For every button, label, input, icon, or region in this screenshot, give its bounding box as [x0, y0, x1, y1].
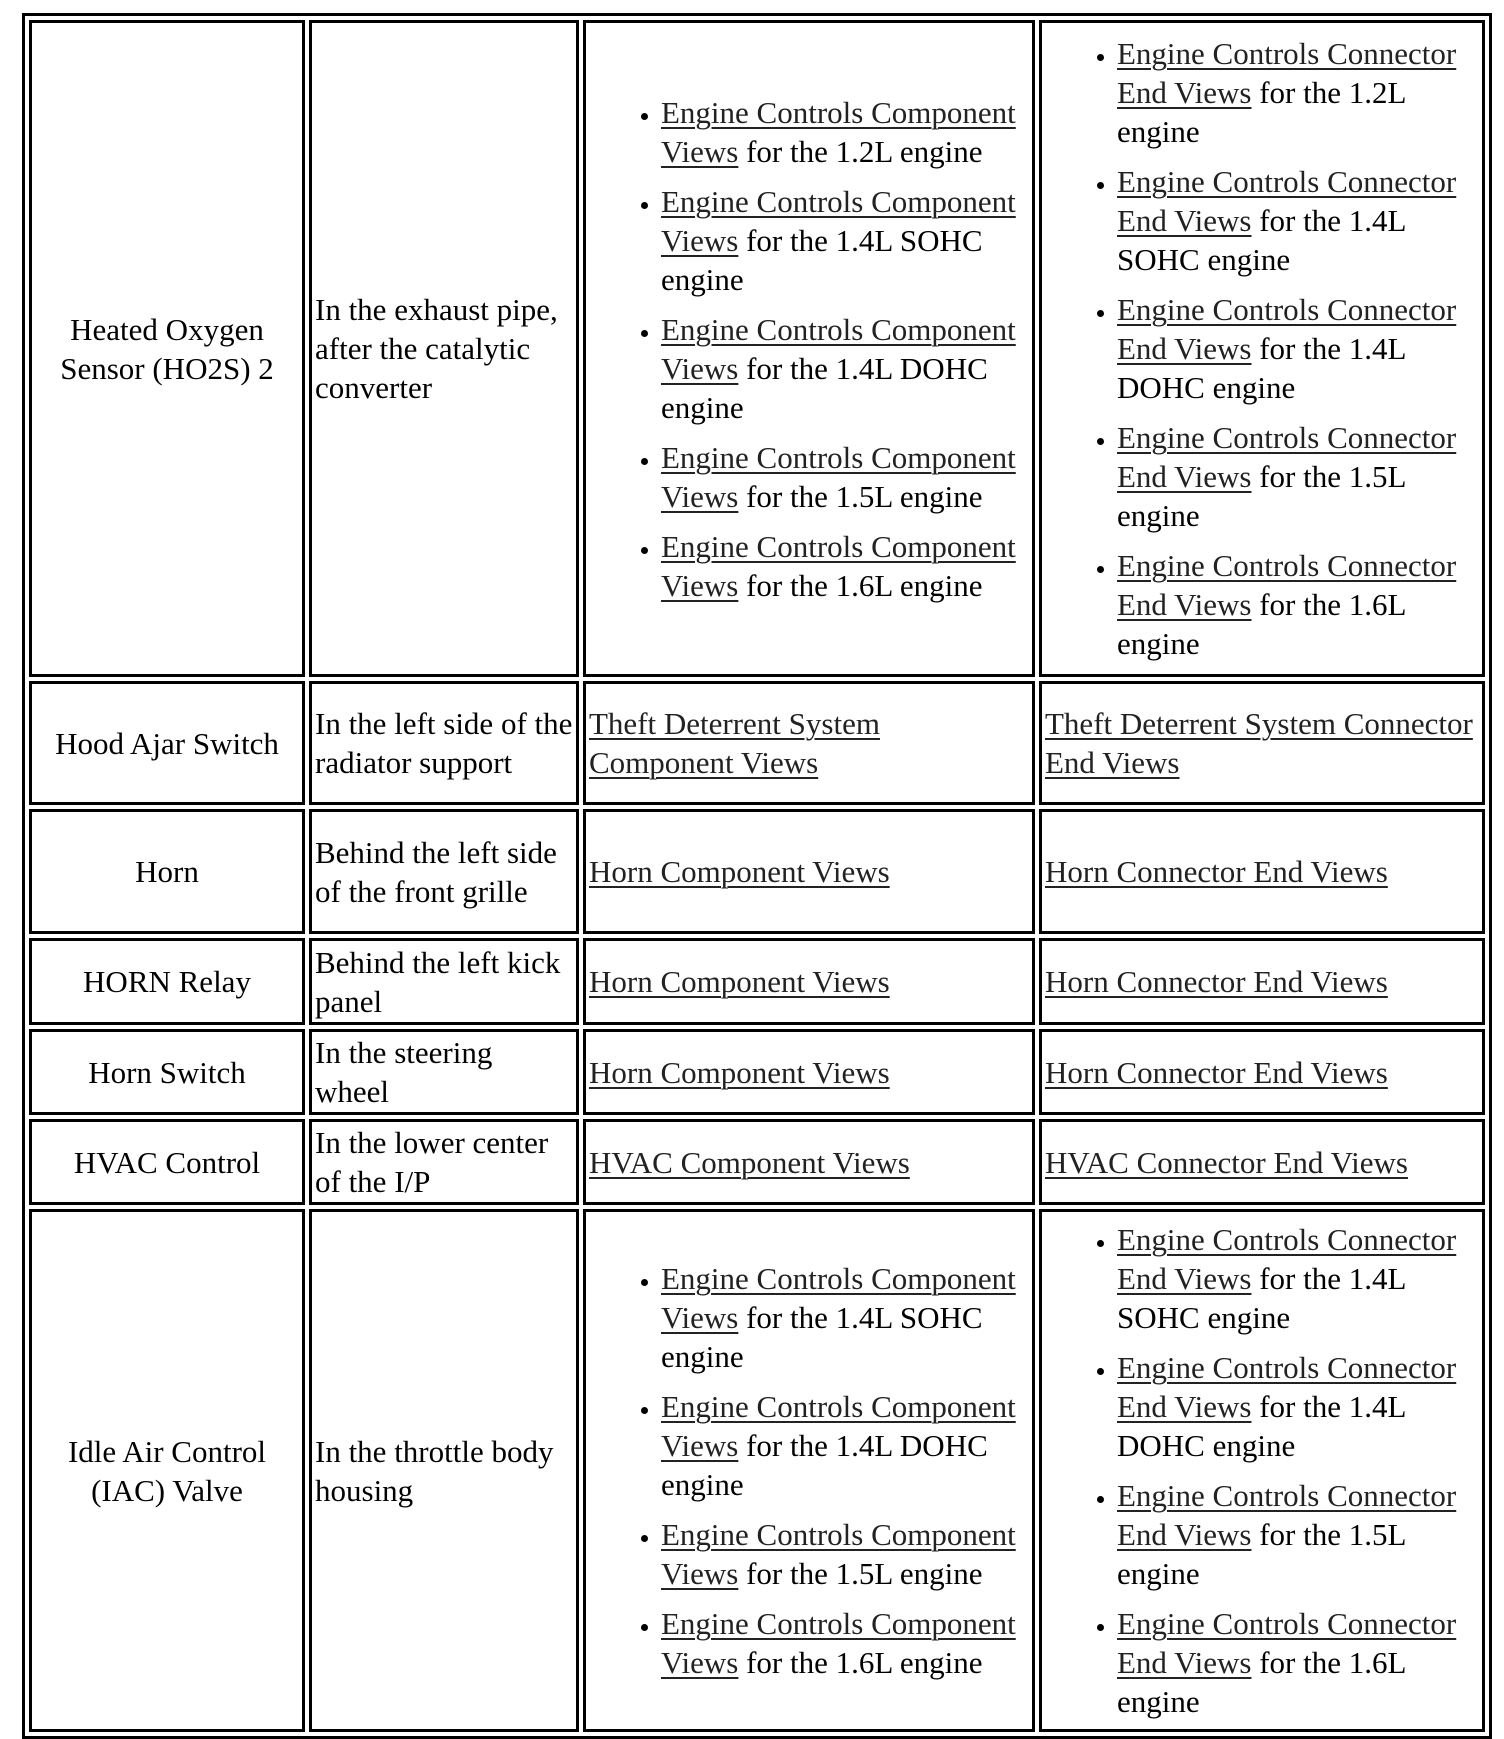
link-suffix: for the 1.5L engine [1117, 1517, 1406, 1591]
list-item [1117, 34, 1479, 151]
component-name: Hood Ajar Switch [55, 725, 279, 761]
engine-controls-component-views-link[interactable]: Engine Controls Component Views [661, 1606, 1016, 1680]
table-row [29, 1119, 1485, 1205]
theft-deterrent-connector-end-views-link[interactable]: Theft Deterrent System Connector End Views [1045, 706, 1473, 780]
list-item [1117, 162, 1479, 279]
link-suffix: for the 1.4L DOHC engine [1117, 1389, 1406, 1463]
link-suffix: for the 1.5L engine [738, 1556, 983, 1591]
engine-controls-component-views-link[interactable]: Engine Controls Component Views [661, 439, 1016, 514]
location-text: In the throttle body housing [315, 1433, 554, 1508]
location-text: Behind the left side of the front grille [315, 834, 557, 909]
engine-controls-connector-end-views-link[interactable]: Engine Controls Connector End Views [1117, 292, 1457, 366]
component-name-cell [29, 20, 305, 677]
connector-views-cell [1039, 20, 1485, 677]
engine-controls-component-views-link[interactable]: Engine Controls Component Views [661, 528, 1016, 603]
list-item [1117, 1476, 1479, 1593]
link-suffix: for the 1.4L DOHC engine [1117, 331, 1406, 405]
component-views-cell [583, 20, 1035, 677]
link-suffix: for the 1.4L SOHC engine [1117, 203, 1406, 277]
component-views-list [589, 93, 1029, 605]
location-text: In the left side of the radiator support [315, 706, 573, 780]
link-suffix: for the 1.2L engine [1117, 75, 1406, 149]
connector-views-cell [1039, 809, 1485, 934]
list-item [1117, 1348, 1479, 1465]
location-cell [309, 809, 579, 934]
engine-controls-component-views-link[interactable]: Engine Controls Component Views [661, 1261, 1016, 1335]
component-views-cell [583, 938, 1035, 1025]
horn-connector-end-views-link[interactable]: Horn Connector End Views [1045, 1054, 1388, 1090]
engine-controls-connector-end-views-link[interactable]: Engine Controls Connector End Views [1117, 1606, 1457, 1680]
link-suffix: for the 1.4L DOHC engine [661, 350, 988, 425]
table-row [29, 809, 1485, 934]
table-row [29, 1029, 1485, 1115]
component-views-cell [583, 1209, 1035, 1732]
engine-controls-component-views-link[interactable]: Engine Controls Component Views [661, 94, 1016, 169]
component-name-cell [29, 938, 305, 1025]
component-name: Heated Oxygen Sensor (HO2S) 2 [60, 311, 274, 386]
link-suffix: for the 1.6L engine [738, 1645, 983, 1680]
link-suffix: for the 1.4L SOHC engine [661, 222, 983, 297]
engine-controls-component-views-link[interactable]: Engine Controls Component Views [661, 183, 1016, 258]
table-row [29, 20, 1485, 677]
engine-controls-connector-end-views-link[interactable]: Engine Controls Connector End Views [1117, 36, 1457, 110]
horn-component-views-link[interactable]: Horn Component Views [589, 1054, 890, 1090]
connector-views-cell [1039, 1029, 1485, 1115]
list-item [661, 1387, 1029, 1504]
list-item [661, 527, 1029, 605]
component-views-cell [583, 1029, 1035, 1115]
list-item [661, 1259, 1029, 1376]
component-views-cell [583, 1119, 1035, 1205]
component-name: Idle Air Control (IAC) Valve [67, 1433, 267, 1508]
connector-views-cell [1039, 1119, 1485, 1205]
link-suffix: for the 1.5L engine [1117, 459, 1406, 533]
connector-views-list [1045, 1220, 1479, 1721]
theft-deterrent-component-views-link[interactable]: Theft Deterrent System Component Views [589, 706, 880, 780]
location-cell [309, 681, 579, 805]
hvac-component-views-link[interactable]: HVAC Component Views [589, 1144, 910, 1180]
location-text: In the steering wheel [315, 1035, 493, 1109]
list-item [1117, 546, 1479, 663]
engine-controls-component-views-link[interactable]: Engine Controls Component Views [661, 1389, 1016, 1463]
engine-controls-connector-end-views-link[interactable]: Engine Controls Connector End Views [1117, 1350, 1457, 1424]
horn-connector-end-views-link[interactable]: Horn Connector End Views [1045, 964, 1388, 999]
engine-controls-connector-end-views-link[interactable]: Engine Controls Connector End Views [1117, 420, 1457, 494]
link-suffix: for the 1.5L engine [738, 478, 983, 514]
engine-controls-connector-end-views-link[interactable]: Engine Controls Connector End Views [1117, 1222, 1457, 1296]
connector-views-list [1045, 34, 1479, 663]
link-suffix: for the 1.6L engine [1117, 1645, 1406, 1719]
component-name: HVAC Control [73, 1144, 261, 1180]
list-item [661, 310, 1029, 427]
list-item [1117, 418, 1479, 535]
link-suffix: for the 1.6L engine [738, 567, 983, 603]
list-item [1117, 290, 1479, 407]
list-item [1117, 1604, 1479, 1721]
list-item [661, 1515, 1029, 1593]
list-item [1117, 1220, 1479, 1337]
engine-controls-connector-end-views-link[interactable]: Engine Controls Connector End Views [1117, 1478, 1457, 1552]
component-name: Horn Switch [88, 1054, 246, 1090]
list-item [661, 182, 1029, 299]
engine-controls-component-views-link[interactable]: Engine Controls Component Views [661, 1517, 1016, 1591]
location-text: In the lower center of the I/P [315, 1125, 549, 1199]
location-cell [309, 20, 579, 677]
component-name-cell [29, 681, 305, 805]
location-cell [309, 938, 579, 1025]
component-name: HORN Relay [83, 964, 251, 999]
component-name-cell [29, 1209, 305, 1732]
engine-controls-component-views-link[interactable]: Engine Controls Component Views [661, 311, 1016, 386]
location-cell [309, 1119, 579, 1205]
component-views-cell [583, 809, 1035, 934]
table-row [29, 1209, 1485, 1732]
link-suffix: for the 1.2L engine [738, 133, 983, 169]
component-name-cell [29, 809, 305, 934]
component-views-list [589, 1259, 1029, 1682]
link-suffix: for the 1.6L engine [1117, 587, 1406, 661]
horn-component-views-link[interactable]: Horn Component Views [589, 854, 890, 889]
engine-controls-connector-end-views-link[interactable]: Engine Controls Connector End Views [1117, 164, 1457, 238]
component-name-cell [29, 1029, 305, 1115]
table-row [29, 681, 1485, 805]
table-row [29, 938, 1485, 1025]
list-item [661, 438, 1029, 516]
horn-connector-end-views-link[interactable]: Horn Connector End Views [1045, 854, 1388, 889]
list-item [661, 1604, 1029, 1682]
link-suffix: for the 1.4L SOHC engine [661, 1300, 983, 1374]
location-text: Behind the left kick panel [315, 944, 561, 1019]
engine-controls-connector-end-views-link[interactable]: Engine Controls Connector End Views [1117, 548, 1457, 622]
location-text: In the exhaust pipe, after the catalytic converter [315, 292, 558, 405]
list-item [661, 93, 1029, 171]
component-name: Horn [135, 854, 199, 889]
component-locator-table [22, 13, 1492, 1739]
connector-views-cell [1039, 681, 1485, 805]
hvac-connector-end-views-link[interactable]: HVAC Connector End Views [1045, 1144, 1408, 1180]
component-views-cell [583, 681, 1035, 805]
location-cell [309, 1029, 579, 1115]
horn-component-views-link[interactable]: Horn Component Views [589, 964, 890, 999]
connector-views-cell [1039, 1209, 1485, 1732]
component-name-cell [29, 1119, 305, 1205]
link-suffix: for the 1.4L DOHC engine [661, 1428, 988, 1502]
location-cell [309, 1209, 579, 1732]
link-suffix: for the 1.4L SOHC engine [1117, 1261, 1406, 1335]
connector-views-cell [1039, 938, 1485, 1025]
